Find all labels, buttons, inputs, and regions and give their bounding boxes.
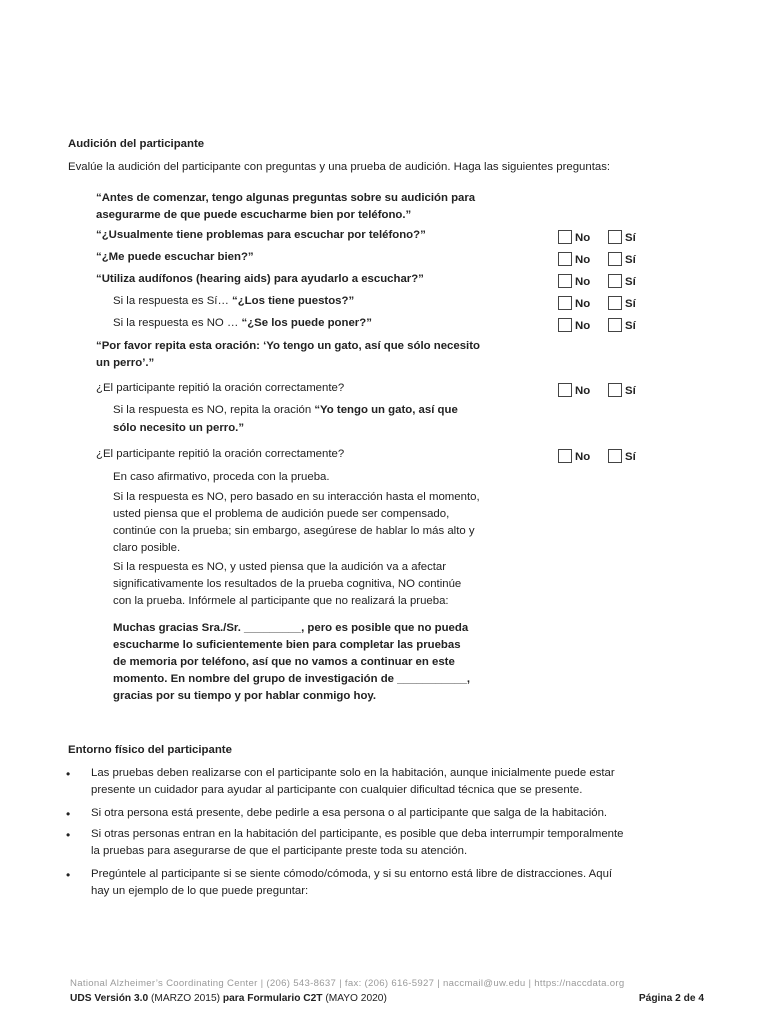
section-heading-hearing: Audición del participante <box>68 138 205 150</box>
question-phone-problems: “¿Usualmente tiene problemas para escuchar por teléfono?” <box>96 229 426 241</box>
script-line-4: momento. En nombre del grupo de investigación de ___________, <box>113 673 471 685</box>
checkbox-no[interactable] <box>558 296 572 310</box>
question-hearing-aids: “Utiliza audífonos (hearing aids) para ayudarlo a escuchar?” <box>96 273 424 285</box>
repeat-sentence-line-1: “Por favor repita esta oración: ‘Yo tengo un gato, así que sólo necesito <box>96 340 480 352</box>
bullet-3-line-2: la pruebas para asegurarse de que el participante preste toda su atención. <box>91 845 468 857</box>
checkbox-no[interactable] <box>558 318 572 332</box>
instruction-3: usted piensa que el problema de audición puede ser compensado, <box>113 508 450 520</box>
bullet-4-line-1: Pregúntele al participante si se siente cómodo/cómoda, y si su entorno está libre de distracciones. Aquí <box>91 868 613 880</box>
checkbox-yes-label: Sí <box>625 385 636 397</box>
checkbox-no-label: No <box>575 232 591 244</box>
bullet-1-line-1: Las pruebas deben realizarse con el participante solo en la habitación, aunque inicialmente puede estar <box>91 767 615 779</box>
instruction-7: significativamente los resultados de la prueba cognitiva, NO continúe <box>113 578 462 590</box>
checkbox-yes-label: Sí <box>625 451 636 463</box>
script-line-2: escucharme lo suficientemente bien para completar las pruebas <box>113 639 461 651</box>
script-line-3: de memoria por teléfono, así que no vamos a continuar en este <box>113 656 455 668</box>
footer-page-number: Página 2 de 4 <box>638 993 704 1004</box>
checkbox-yes-label: Sí <box>625 254 636 266</box>
opening-line-1: “Antes de comenzar, tengo algunas preguntas sobre su audición para <box>96 192 476 204</box>
question-hear-well: “¿Me puede escuchar bien?” <box>96 251 254 263</box>
bullet-marker: • <box>66 828 71 842</box>
bullet-2-line-1: Si otra persona está presente, debe pedirle a esa persona o al participante que salga de la habitación. <box>91 807 608 819</box>
opening-line-2: asegurarme de que puede escucharme bien por teléfono.” <box>96 209 412 221</box>
checkbox-no[interactable] <box>558 383 572 397</box>
script-line-1: Muchas gracias Sra./Sr. _________, pero es posible que no pueda <box>113 622 469 634</box>
script-line-5: gracias por su tiempo y por hablar conmigo hoy. <box>113 690 377 702</box>
retry-instruction-line-1: Si la respuesta es NO, repita la oración “Yo tengo un gato, así que <box>113 404 458 416</box>
instruction-4: continúe con la prueba; sin embargo, asegúrese de hablar lo más alto y <box>113 525 475 537</box>
instruction-6: Si la respuesta es NO, y usted piensa que la audición va a afectar <box>113 561 447 573</box>
repeat-sentence-line-2: un perro’.” <box>96 357 155 369</box>
checkbox-no[interactable] <box>558 252 572 266</box>
checkbox-no[interactable] <box>558 274 572 288</box>
question-put-on-aids: Si la respuesta es NO … “¿Se los puede poner?” <box>113 317 372 329</box>
bullet-marker: • <box>66 868 71 882</box>
footer-contact: National Alzheimer’s Coordinating Center | (206) 543-8637 | fax: (206) 616-5927 | naccmail@uw.edu | https://naccdata.org <box>70 978 625 989</box>
bullet-4-line-2: hay un ejemplo de lo que puede preguntar: <box>91 885 309 897</box>
checkbox-no-label: No <box>575 276 591 288</box>
checkbox-yes[interactable] <box>608 449 622 463</box>
retry-instruction-line-2: sólo necesito un perro.” <box>113 422 245 434</box>
question-wearing-aids: Si la respuesta es Sí… “¿Los tiene puestos?” <box>113 295 355 307</box>
checkbox-yes[interactable] <box>608 383 622 397</box>
checkbox-yes[interactable] <box>608 252 622 266</box>
checkbox-yes-label: Sí <box>625 276 636 288</box>
bullet-1-line-2: presente un cuidador para ayudar al participante con cualquier dificultad técnica que se presente. <box>91 784 583 796</box>
check-repeat-2: ¿El participante repitió la oración correctamente? <box>96 448 345 460</box>
checkbox-no-label: No <box>575 385 591 397</box>
checkbox-yes[interactable] <box>608 274 622 288</box>
instruction-1: En caso afirmativo, proceda con la prueba. <box>113 471 330 483</box>
footer-version: UDS Versión 3.0 (MARZO 2015) para Formulario C2T (MAYO 2020) <box>70 993 387 1004</box>
checkbox-yes[interactable] <box>608 318 622 332</box>
instruction-8: con la prueba. Infórmele al participante que no realizará la prueba: <box>113 595 449 607</box>
checkbox-no-label: No <box>575 254 591 266</box>
checkbox-yes-label: Sí <box>625 232 636 244</box>
bullet-3-line-1: Si otras personas entran en la habitación del participante, es posible que deba interrumpir temporalmente <box>91 828 624 840</box>
bullet-marker: • <box>66 767 71 781</box>
check-repeat-1: ¿El participante repitió la oración correctamente? <box>96 382 345 394</box>
instruction-5: claro posible. <box>113 542 181 554</box>
hearing-intro: Evalúe la audición del participante con preguntas y una prueba de audición. Haga las siguientes preguntas: <box>68 161 611 173</box>
checkbox-yes[interactable] <box>608 230 622 244</box>
checkbox-no-label: No <box>575 320 591 332</box>
checkbox-no-label: No <box>575 451 591 463</box>
section-heading-environment: Entorno físico del participante <box>68 744 232 756</box>
checkbox-yes-label: Sí <box>625 320 636 332</box>
checkbox-no[interactable] <box>558 230 572 244</box>
instruction-2: Si la respuesta es NO, pero basado en su interacción hasta el momento, <box>113 491 480 503</box>
checkbox-yes-label: Sí <box>625 298 636 310</box>
checkbox-yes[interactable] <box>608 296 622 310</box>
checkbox-no[interactable] <box>558 449 572 463</box>
bullet-marker: • <box>66 807 71 821</box>
checkbox-no-label: No <box>575 298 591 310</box>
